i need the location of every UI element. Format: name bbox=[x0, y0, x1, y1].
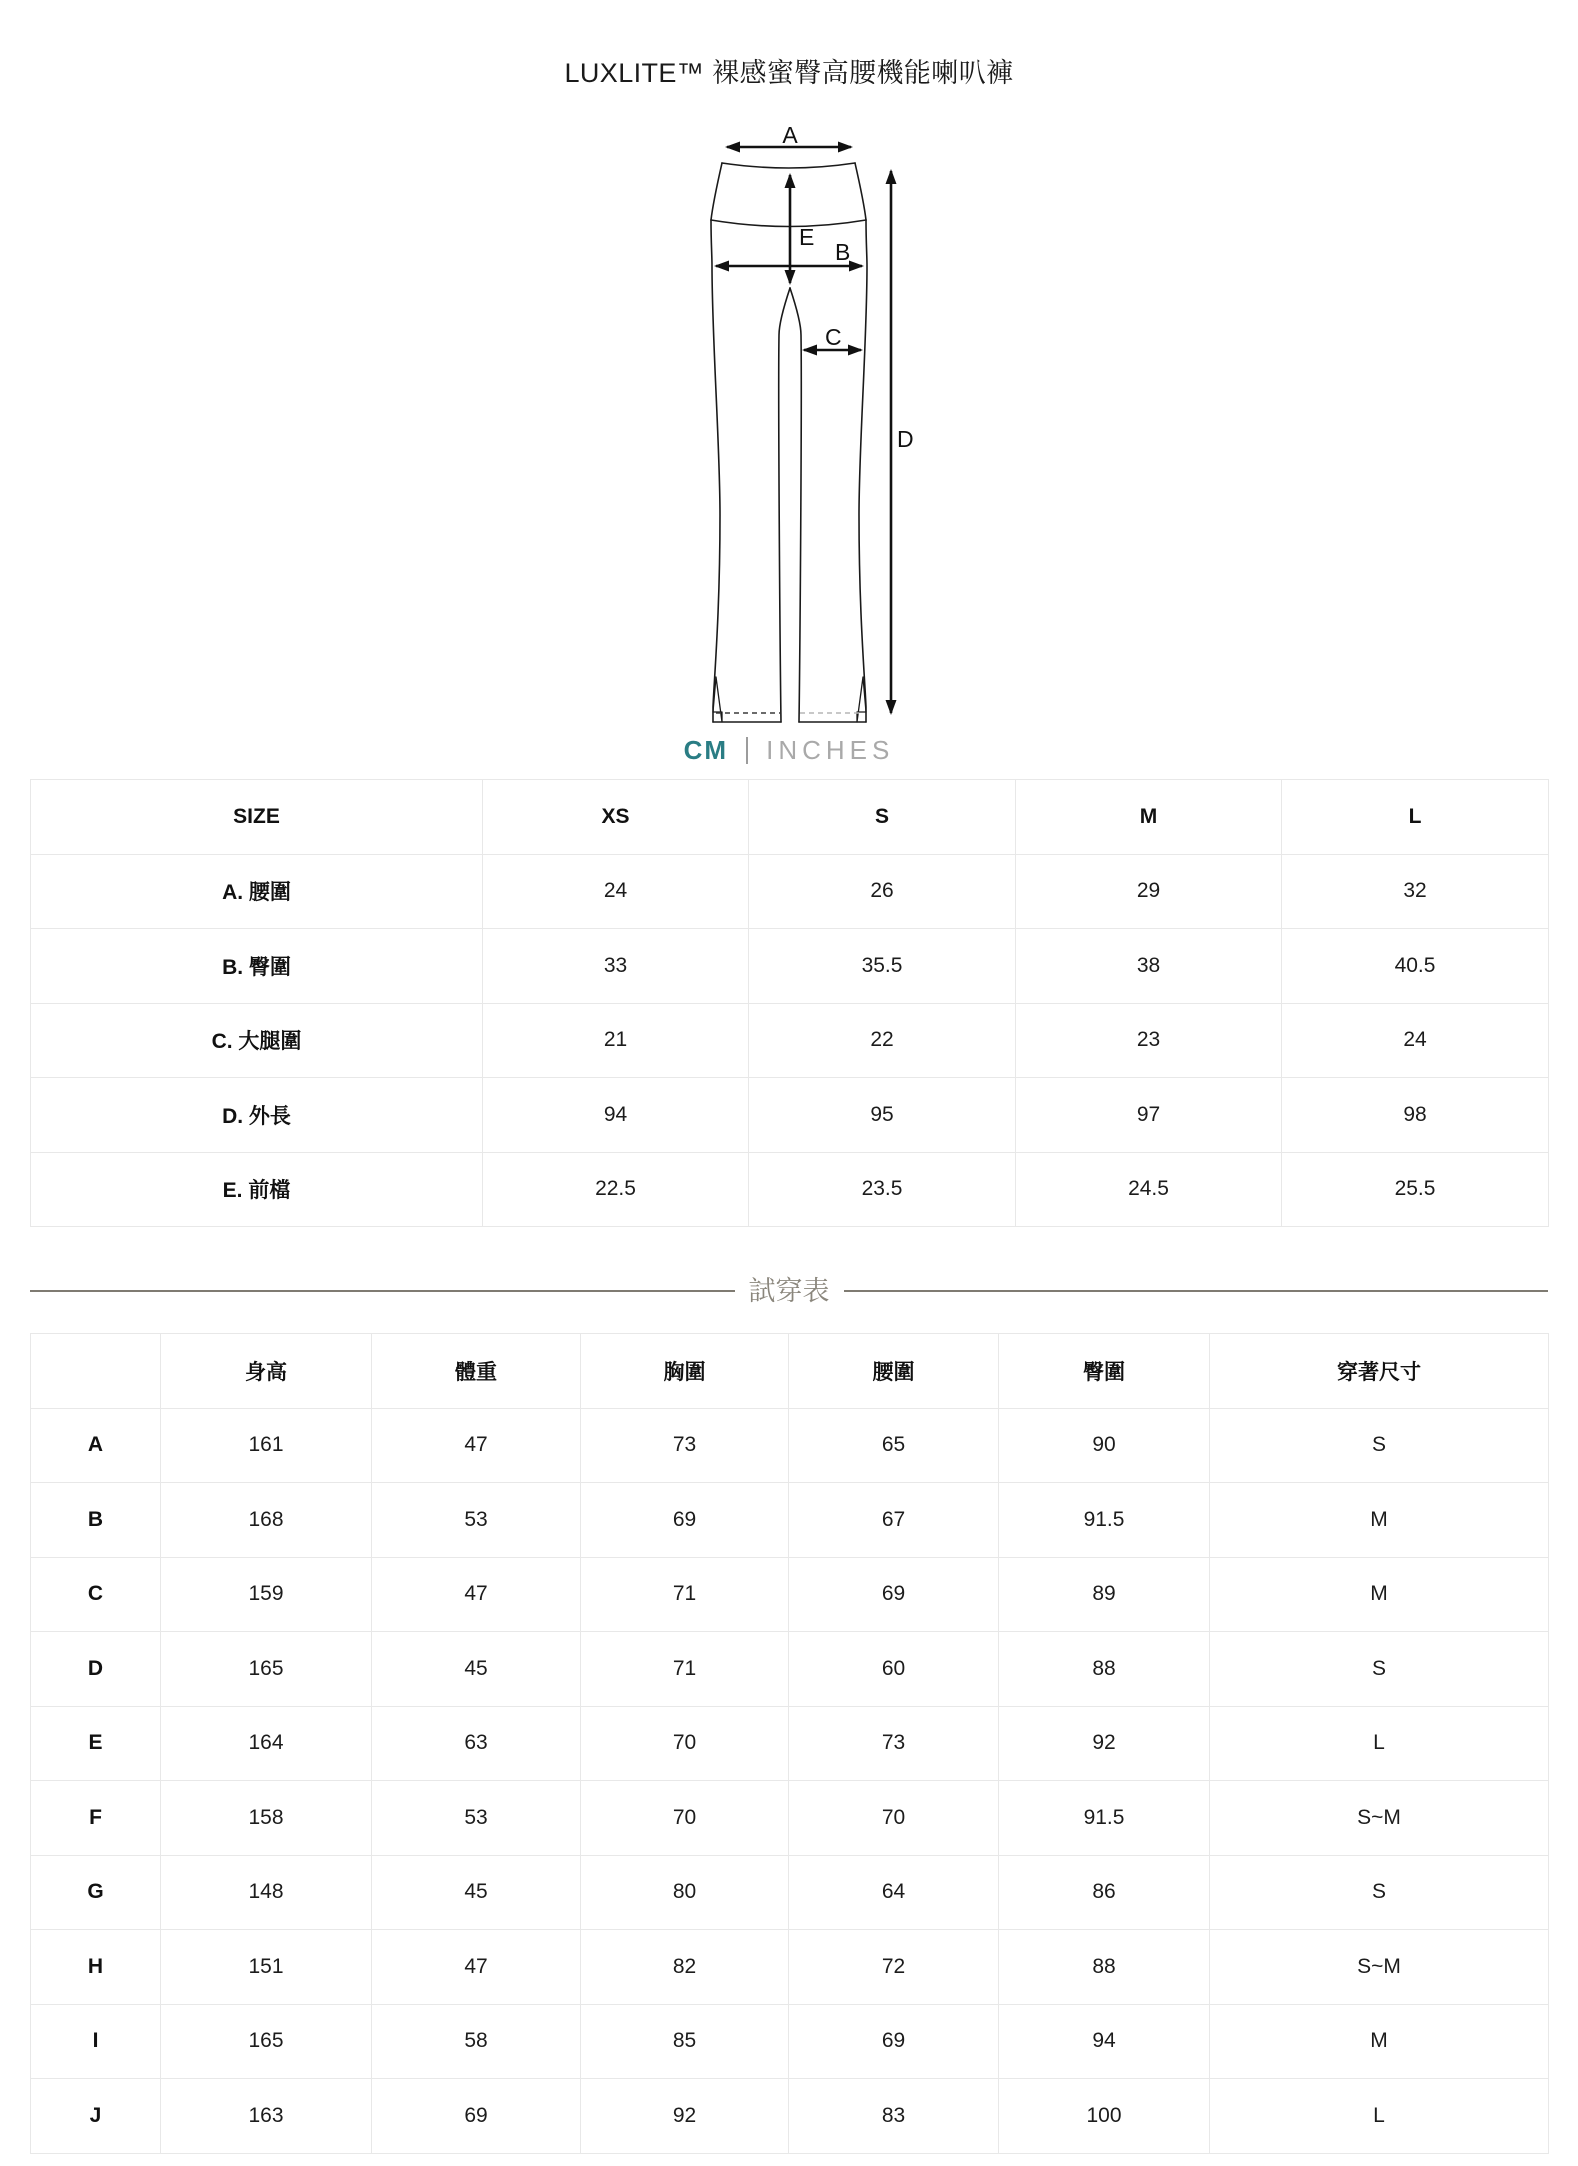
fit-table-cell: S bbox=[1210, 1632, 1549, 1707]
fit-table-cell: 159 bbox=[161, 1557, 372, 1632]
size-table-row bbox=[31, 854, 1549, 929]
fit-table-row-label: H bbox=[31, 1930, 161, 2005]
fit-table-header-cell: 臀圍 bbox=[999, 1334, 1210, 1409]
fit-table-header-cell bbox=[31, 1334, 161, 1409]
cm-toggle-button[interactable]: CM bbox=[683, 734, 729, 765]
size-table-cell: 23.5 bbox=[749, 1152, 1016, 1227]
fit-table-cell: 82 bbox=[581, 1930, 789, 2005]
size-table-row bbox=[31, 1003, 1549, 1078]
size-table-row-label: C. 大腿圍 bbox=[31, 1003, 483, 1078]
fit-table-cell: 70 bbox=[581, 1706, 789, 1781]
size-table-row-label: B. 臀圍 bbox=[31, 929, 483, 1004]
size-table-header-cell: M bbox=[1016, 780, 1282, 855]
divider-line-left bbox=[30, 1290, 735, 1292]
fit-table-cell: 69 bbox=[789, 1557, 999, 1632]
fit-table-cell: 45 bbox=[372, 1632, 581, 1707]
size-table-cell: 98 bbox=[1282, 1078, 1549, 1153]
fit-table-row bbox=[31, 2079, 1549, 2154]
fit-table-cell: 151 bbox=[161, 1930, 372, 2005]
fit-table-row-label: B bbox=[31, 1483, 161, 1558]
size-table-row-label: E. 前檔 bbox=[31, 1152, 483, 1227]
size-table-cell: 24 bbox=[483, 854, 749, 929]
fit-table-row bbox=[31, 1706, 1549, 1781]
size-table bbox=[30, 779, 1549, 1227]
fit-table-cell: M bbox=[1210, 1557, 1549, 1632]
fit-table-header-cell: 身高 bbox=[161, 1334, 372, 1409]
size-table-row-label: A. 腰圍 bbox=[31, 854, 483, 929]
fit-table-cell: 47 bbox=[372, 1557, 581, 1632]
fit-table-cell: M bbox=[1210, 1483, 1549, 1558]
measure-label-d: D bbox=[897, 426, 914, 452]
fit-table-cell: 92 bbox=[999, 1706, 1210, 1781]
size-table-header-cell: L bbox=[1282, 780, 1549, 855]
size-table-cell: 24 bbox=[1282, 1003, 1549, 1078]
fit-table-cell: 91.5 bbox=[999, 1483, 1210, 1558]
fit-table-row bbox=[31, 1557, 1549, 1632]
inches-toggle-button[interactable]: INCHES bbox=[766, 734, 895, 765]
fit-table-cell: 100 bbox=[999, 2079, 1210, 2154]
fit-table-cell: S~M bbox=[1210, 1781, 1549, 1856]
fit-table-row bbox=[31, 2004, 1549, 2079]
fit-table-cell: 83 bbox=[789, 2079, 999, 2154]
fit-table-cell: 90 bbox=[999, 1408, 1210, 1483]
size-table-cell: 26 bbox=[749, 854, 1016, 929]
size-table-row bbox=[31, 929, 1549, 1004]
divider-label: 試穿表 bbox=[748, 1276, 830, 1306]
fit-table-row bbox=[31, 1855, 1549, 1930]
fit-table-cell: 89 bbox=[999, 1557, 1210, 1632]
fit-table-header-cell: 胸圍 bbox=[581, 1334, 789, 1409]
size-table-header-cell: S bbox=[749, 780, 1016, 855]
size-table-header-cell: SIZE bbox=[31, 780, 483, 855]
size-table-cell: 22.5 bbox=[483, 1152, 749, 1227]
size-table-row bbox=[31, 1152, 1549, 1227]
fit-table-row-label: F bbox=[31, 1781, 161, 1856]
fit-table-cell: 158 bbox=[161, 1781, 372, 1856]
size-table-cell: 23 bbox=[1016, 1003, 1282, 1078]
fit-table-cell: S~M bbox=[1210, 1930, 1549, 2005]
fit-table-cell: 165 bbox=[161, 2004, 372, 2079]
fit-table-cell: 148 bbox=[161, 1855, 372, 1930]
fit-table-row-label: C bbox=[31, 1557, 161, 1632]
size-table-cell: 94 bbox=[483, 1078, 749, 1153]
fit-table-cell: 168 bbox=[161, 1483, 372, 1558]
size-table-cell: 32 bbox=[1282, 854, 1549, 929]
fit-table-cell: 163 bbox=[161, 2079, 372, 2154]
size-table-header-row bbox=[31, 780, 1549, 855]
size-table-row bbox=[31, 1078, 1549, 1153]
fit-table-cell: 72 bbox=[789, 1930, 999, 2005]
fit-table-cell: 64 bbox=[789, 1855, 999, 1930]
fit-table-cell: 53 bbox=[372, 1483, 581, 1558]
fit-table-row bbox=[31, 1408, 1549, 1483]
divider-line-right bbox=[844, 1290, 1549, 1292]
fit-table-cell: 85 bbox=[581, 2004, 789, 2079]
fit-table-cell: 58 bbox=[372, 2004, 581, 2079]
fit-table-cell: 47 bbox=[372, 1408, 581, 1483]
fit-table-cell: 80 bbox=[581, 1855, 789, 1930]
fit-table-cell: 71 bbox=[581, 1557, 789, 1632]
fit-table bbox=[30, 1333, 1549, 2154]
fit-table-cell: 88 bbox=[999, 1632, 1210, 1707]
fit-table-header-cell: 體重 bbox=[372, 1334, 581, 1409]
size-table-cell: 24.5 bbox=[1016, 1152, 1282, 1227]
fit-table-cell: S bbox=[1210, 1408, 1549, 1483]
size-table-cell: 22 bbox=[749, 1003, 1016, 1078]
size-table-cell: 35.5 bbox=[749, 929, 1016, 1004]
size-table-cell: 29 bbox=[1016, 854, 1282, 929]
fit-table-cell: 91.5 bbox=[999, 1781, 1210, 1856]
fit-table-cell: 165 bbox=[161, 1632, 372, 1707]
fit-table-header-row bbox=[31, 1334, 1549, 1409]
pants-diagram-svg bbox=[639, 95, 939, 735]
fit-table-cell: L bbox=[1210, 2079, 1549, 2154]
measure-label-e: E bbox=[799, 224, 815, 250]
size-table-cell: 21 bbox=[483, 1003, 749, 1078]
pants-measurement-diagram bbox=[0, 95, 1578, 735]
fit-table-cell: 69 bbox=[372, 2079, 581, 2154]
fit-table-cell: 53 bbox=[372, 1781, 581, 1856]
fit-table-row bbox=[31, 1483, 1549, 1558]
unit-toggle bbox=[0, 735, 1578, 765]
size-table-cell: 25.5 bbox=[1282, 1152, 1549, 1227]
fit-table-cell: 69 bbox=[789, 2004, 999, 2079]
unit-toggle-divider bbox=[746, 737, 748, 764]
fit-table-cell: 94 bbox=[999, 2004, 1210, 2079]
fit-table-cell: 86 bbox=[999, 1855, 1210, 1930]
fit-table-cell: 67 bbox=[789, 1483, 999, 1558]
fit-table-row-label: G bbox=[31, 1855, 161, 1930]
size-table-cell: 38 bbox=[1016, 929, 1282, 1004]
fit-table-row-label: E bbox=[31, 1706, 161, 1781]
fit-table-cell: 73 bbox=[789, 1706, 999, 1781]
fit-table-cell: 73 bbox=[581, 1408, 789, 1483]
fit-table-row-label: I bbox=[31, 2004, 161, 2079]
size-table-cell: 33 bbox=[483, 929, 749, 1004]
measure-label-c: C bbox=[825, 324, 842, 350]
fit-table-cell: 71 bbox=[581, 1632, 789, 1707]
measure-label-b: B bbox=[835, 239, 851, 265]
fit-table-divider bbox=[30, 1275, 1548, 1307]
fit-table-cell: 70 bbox=[789, 1781, 999, 1856]
fit-table-header-cell: 穿著尺寸 bbox=[1210, 1334, 1549, 1409]
fit-table-cell: 164 bbox=[161, 1706, 372, 1781]
fit-table-row-label: D bbox=[31, 1632, 161, 1707]
size-table-header-cell: XS bbox=[483, 780, 749, 855]
fit-table-cell: 88 bbox=[999, 1930, 1210, 2005]
fit-table-row-label: J bbox=[31, 2079, 161, 2154]
fit-table-cell: 92 bbox=[581, 2079, 789, 2154]
fit-table-row bbox=[31, 1781, 1549, 1856]
fit-table-cell: 65 bbox=[789, 1408, 999, 1483]
fit-table-cell: 70 bbox=[581, 1781, 789, 1856]
size-table-row-label: D. 外長 bbox=[31, 1078, 483, 1153]
fit-table-cell: S bbox=[1210, 1855, 1549, 1930]
fit-table-cell: 45 bbox=[372, 1855, 581, 1930]
measure-label-a: A bbox=[782, 122, 798, 148]
fit-table-cell: M bbox=[1210, 2004, 1549, 2079]
fit-table-cell: 63 bbox=[372, 1706, 581, 1781]
fit-table-cell: 69 bbox=[581, 1483, 789, 1558]
fit-table-cell: 161 bbox=[161, 1408, 372, 1483]
size-table-cell: 97 bbox=[1016, 1078, 1282, 1153]
fit-table-row bbox=[31, 1632, 1549, 1707]
fit-table-row bbox=[31, 1930, 1549, 2005]
fit-table-header-cell: 腰圍 bbox=[789, 1334, 999, 1409]
fit-table-cell: 60 bbox=[789, 1632, 999, 1707]
page-title: LUXLITE™ 裸感蜜臀高腰機能喇叭褲 bbox=[564, 58, 1014, 88]
fit-table-row-label: A bbox=[31, 1408, 161, 1483]
size-table-cell: 40.5 bbox=[1282, 929, 1549, 1004]
size-table-cell: 95 bbox=[749, 1078, 1016, 1153]
fit-table-cell: 47 bbox=[372, 1930, 581, 2005]
fit-table-cell: L bbox=[1210, 1706, 1549, 1781]
